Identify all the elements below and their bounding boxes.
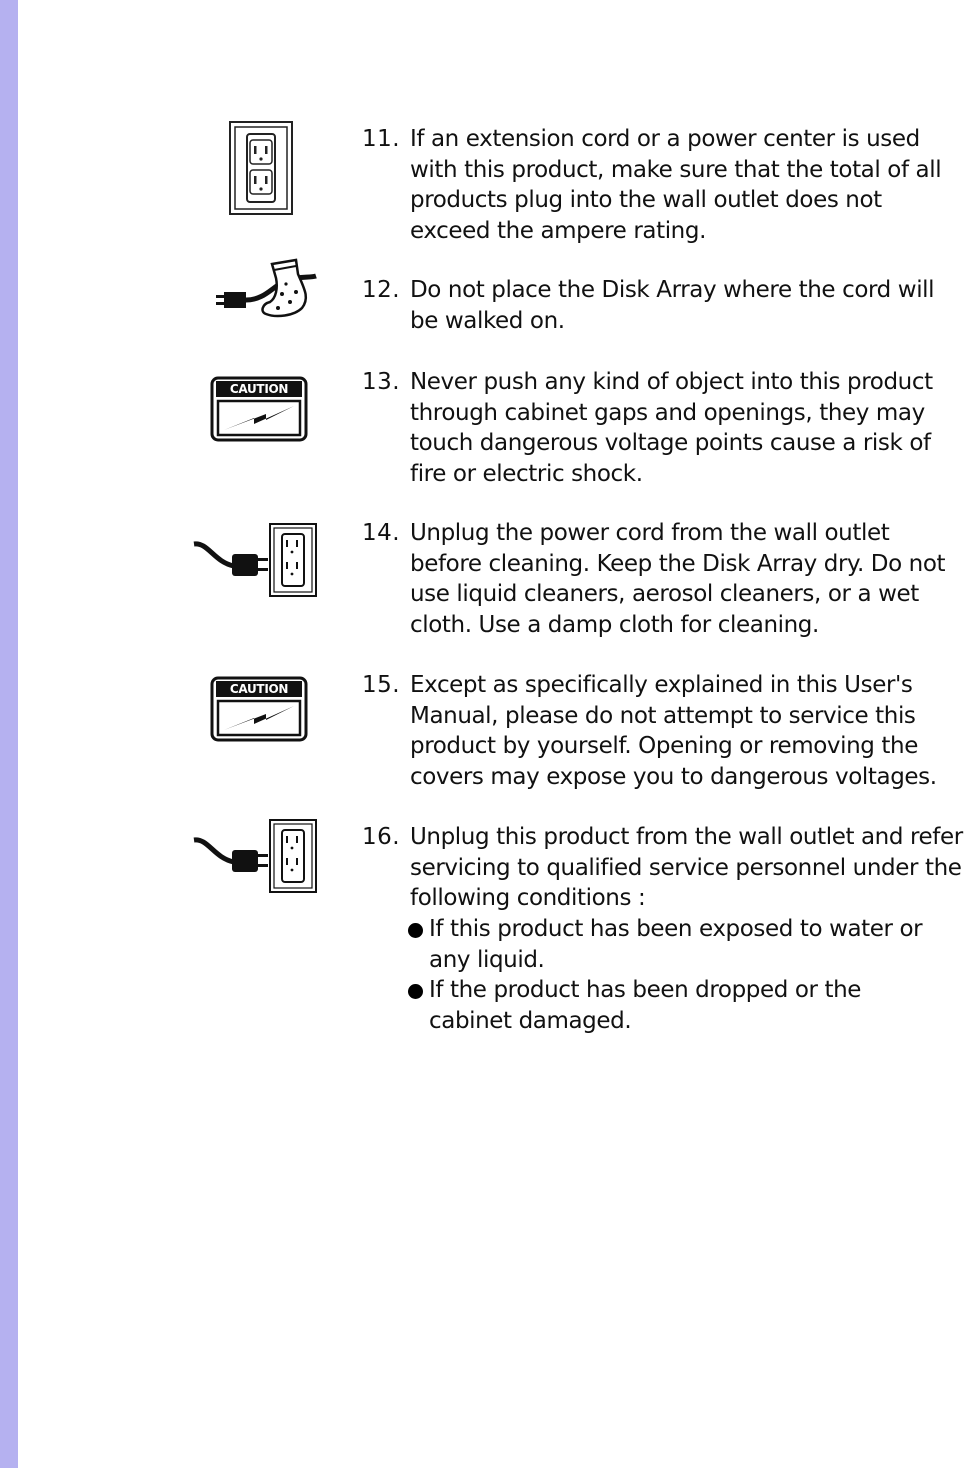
text-line: servicing to qualified service personnel under the <box>410 854 962 881</box>
text-line: cabinet damaged. <box>429 1007 632 1034</box>
item-number: 14. <box>362 520 401 546</box>
text-line: covers may expose you to dangerous voltages. <box>410 763 937 790</box>
caution-label: CAUTION <box>229 382 289 396</box>
text-line: product by yourself. Opening or removing the <box>410 733 918 759</box>
item-number: 11. <box>362 126 401 152</box>
item-text <box>410 670 970 792</box>
cord-trip-icon <box>214 254 318 326</box>
safety-item-16 <box>362 822 972 1042</box>
text-line: Unplug this product from the wall outlet and refer <box>410 824 963 850</box>
text-line: Manual, please do not attempt to service this <box>410 702 916 729</box>
item-text <box>410 822 970 914</box>
bullet-dot <box>408 923 423 938</box>
text-line: Except as specifically explained in this User's <box>410 672 913 698</box>
item-number: 15. <box>362 672 401 698</box>
text-line: Do not place the Disk Array where the cord will <box>410 277 935 303</box>
wall-outlet-icon <box>228 120 294 216</box>
text-line: touch dangerous voltage points cause a risk of <box>410 430 931 456</box>
unplug-outlet-icon <box>192 818 318 894</box>
item-number: 13. <box>362 369 401 395</box>
text-line: If the product has been dropped or the <box>429 977 862 1003</box>
text-line: Unplug the power cord from the wall outlet <box>410 520 890 546</box>
page-edge-bar <box>0 0 18 1468</box>
bullet-text <box>429 914 922 975</box>
text-line: before cleaning. Keep the Disk Array dry. Do not <box>410 550 946 577</box>
text-line: be walked on. <box>410 307 565 334</box>
text-line: Never push any kind of object into this product <box>410 369 933 395</box>
text-line: cloth. Use a damp cloth for cleaning. <box>410 611 819 638</box>
caution-label: CAUTION <box>229 682 289 696</box>
text-line: fire or electric shock. <box>410 460 643 487</box>
text-line: following conditions : <box>410 885 646 911</box>
text-line: through cabinet gaps and openings, they may <box>410 399 925 426</box>
unplug-outlet-icon <box>192 522 318 598</box>
item-number: 12. <box>362 277 401 303</box>
item-text <box>410 367 970 489</box>
caution-shock-icon <box>210 676 308 742</box>
text-line: exceed the ampere rating. <box>410 217 706 244</box>
text-line: products plug into the wall outlet does not <box>410 187 882 213</box>
caution-shock-icon <box>210 376 308 442</box>
bullet-text <box>429 975 861 1036</box>
text-line: If this product has been exposed to water or <box>429 916 923 942</box>
text-line: with this product, make sure that the total of all <box>410 156 942 183</box>
item-text <box>410 124 970 246</box>
item-text <box>410 275 970 336</box>
text-line: any liquid. <box>429 946 545 973</box>
bullet-dot <box>408 984 423 999</box>
item-number: 16. <box>362 824 401 850</box>
item-text <box>410 518 970 640</box>
text-line: use liquid cleaners, aerosol cleaners, or a wet <box>410 581 919 607</box>
text-line: If an extension cord or a power center is used <box>410 126 920 152</box>
